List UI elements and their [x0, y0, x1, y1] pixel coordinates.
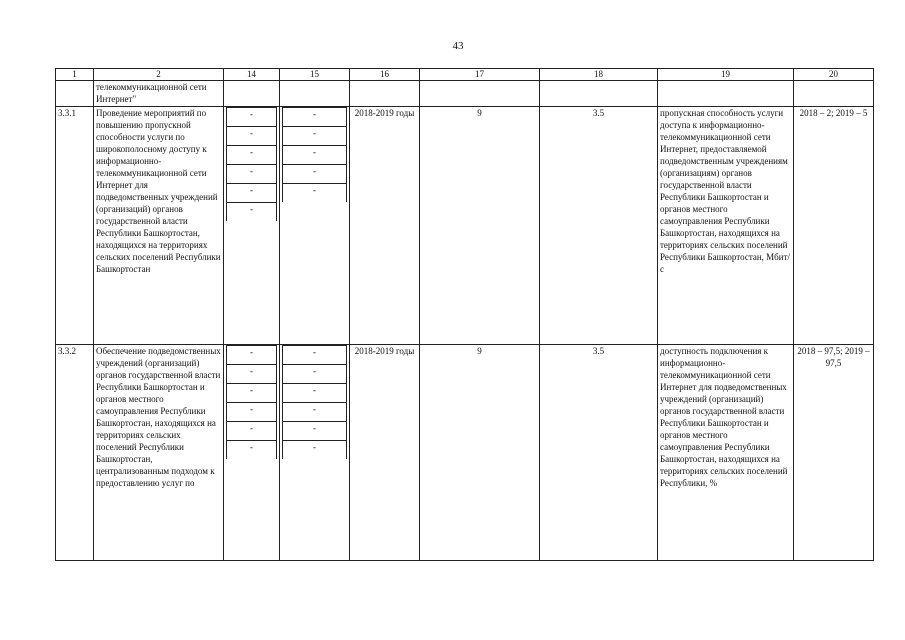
header-col-16: 16	[350, 69, 420, 81]
col14-cell: - - - - - -	[224, 345, 280, 561]
col14-cell: - - - - - -	[224, 107, 280, 345]
row-number: 3.3.1	[56, 107, 94, 345]
header-row	[56, 69, 874, 81]
header-col-15: 15	[280, 69, 350, 81]
header-col-2: 2	[94, 69, 224, 81]
header-col-19: 19	[658, 69, 794, 81]
col17-cell: 9	[420, 345, 540, 561]
target-cell: 2018 – 2; 2019 – 5	[794, 107, 874, 345]
program-table	[55, 68, 874, 561]
header-col-18: 18	[540, 69, 658, 81]
target-cell: 2018 – 97,5; 2019 – 97,5	[794, 345, 874, 561]
table-row	[56, 107, 874, 345]
table-row	[56, 345, 874, 561]
indicator-cell: пропускная способность услуги доступа к информационно-телекоммуникационной сети Интернет, предоставляемой подведомственным учреждениям (организациям) органов государственной власти Республики Башкортостан и органов местного самоуправления Республики Башкортостан, находящихся на территориях сельских поселений Республики Башкортостан, Мбит/с	[658, 107, 794, 345]
row-number: 3.3.2	[56, 345, 94, 561]
header-col-17: 17	[420, 69, 540, 81]
col15-cell: - - - - - -	[280, 345, 350, 561]
period-cell: 2018-2019 годы	[350, 107, 420, 345]
col18-cell: 3.5	[540, 107, 658, 345]
col18-cell: 3.5	[540, 345, 658, 561]
period-cell: 2018-2019 годы	[350, 345, 420, 561]
header-col-14: 14	[224, 69, 280, 81]
col17-cell: 9	[420, 107, 540, 345]
continuation-text: телекоммуникационной сети Интернет"	[94, 81, 224, 107]
continuation-row	[56, 81, 874, 107]
col15-cell: - - - - -	[280, 107, 350, 345]
row-name: Обеспечение подведомственных учреждений (организаций) органов государственной власти Республики Башкортостан и органов местного самоуправления Республики Башкортостан, находящихся на территориях сельских поселений Республики Башкортостан, централизованным подходом к предоставлению услуг по	[94, 345, 224, 561]
row-name: Проведение мероприятий по повышению пропускной способности услуги по широкополосному доступу к информационно-телекоммуникационной сети Интернет для подведомственных учреждений (организаций) органов государственной власти Республики Башкортостан, находящихся на территориях сельских поселений Республики Башкортостан	[94, 107, 224, 345]
page-number: 43	[452, 40, 464, 52]
indicator-cell: доступность подключения к информационно-телекоммуникационной сети Интернет для подведомственных учреждений (организаций) органов государственной власти Республики Башкортостан и органов местного самоуправления Республики Башкортостан, находящихся на территориях сельских поселений Республики, %	[658, 345, 794, 561]
header-col-1: 1	[56, 69, 94, 81]
header-col-20: 20	[794, 69, 874, 81]
